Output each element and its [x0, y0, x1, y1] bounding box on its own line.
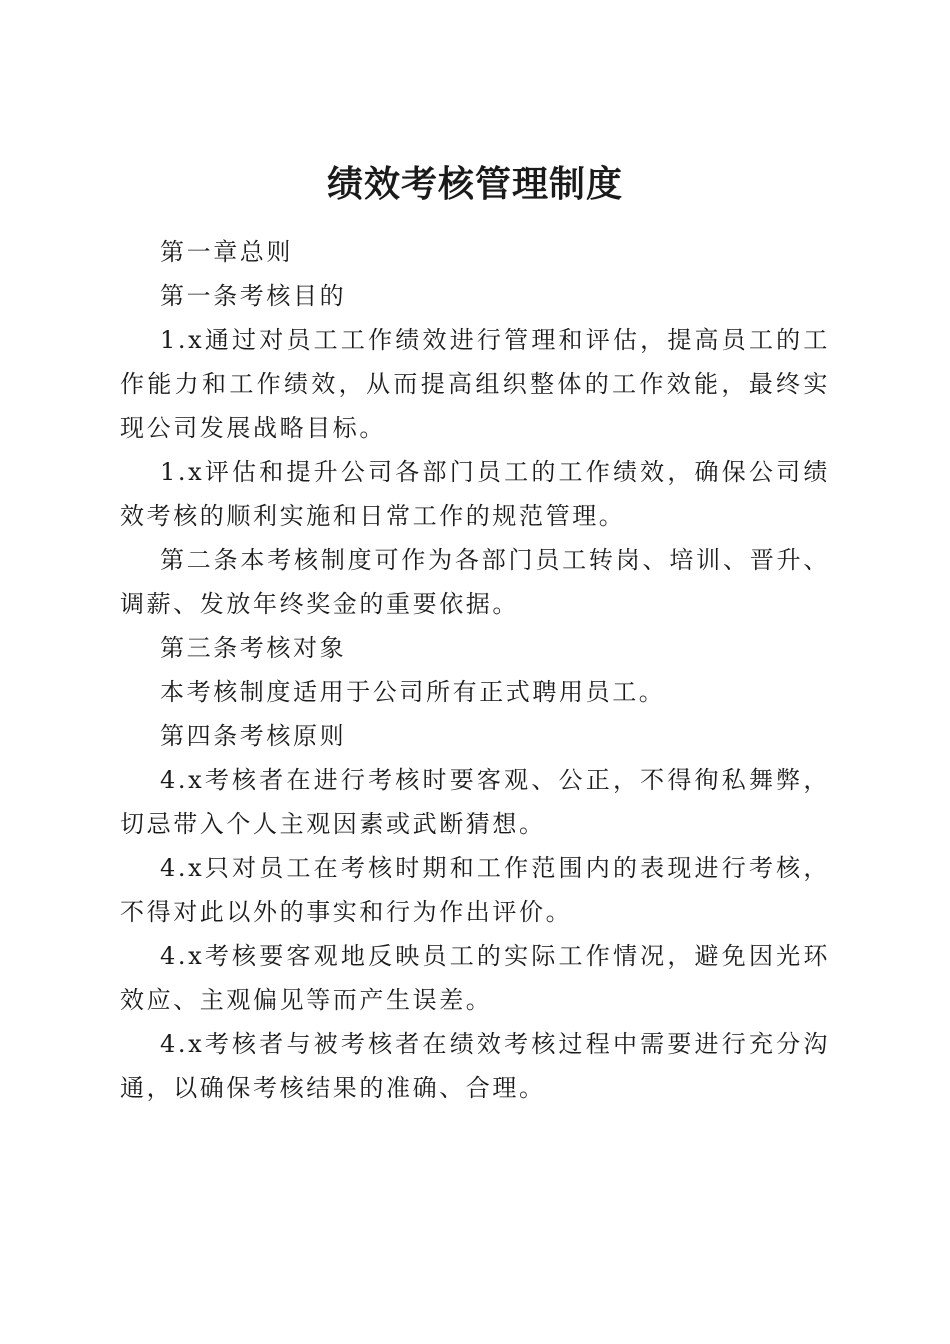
body-paragraph: 4.x考核要客观地反映员工的实际工作情况，避免因光环效应、主观偏见等而产生误差。	[120, 942, 830, 1014]
document-title: 绩效考核管理制度	[326, 163, 623, 206]
body-paragraph: 4.x考核者与被考核者在绩效考核过程中需要进行充分沟通，以确保考核结果的准确、合理。	[120, 1030, 830, 1102]
body-paragraph: 4.x考核者在进行考核时要客观、公正，不得徇私舞弊，切忌带入个人主观因素或武断猜想。	[120, 766, 830, 838]
chapter-heading: 第一章总则	[160, 238, 293, 266]
article-heading: 第一条考核目的	[160, 282, 347, 310]
article-heading: 第三条考核对象	[160, 634, 347, 662]
body-paragraph: 本考核制度适用于公司所有正式聘用员工。	[160, 678, 666, 706]
article-heading: 第四条考核原则	[160, 722, 347, 750]
document-body	[120, 230, 830, 1110]
body-paragraph: 1.x评估和提升公司各部门员工的工作绩效，确保公司绩效考核的顺利实施和日常工作的规范管理。	[120, 458, 830, 530]
body-paragraph: 1.x通过对员工工作绩效进行管理和评估，提高员工的工作能力和工作绩效，从而提高组织整体的工作效能，最终实现公司发展战略目标。	[120, 326, 830, 442]
body-paragraph: 第二条本考核制度可作为各部门员工转岗、培训、晋升、调薪、发放年终奖金的重要依据。	[120, 546, 830, 618]
body-paragraph: 4.x只对员工在考核时期和工作范围内的表现进行考核，不得对此以外的事实和行为作出评价。	[120, 854, 830, 926]
